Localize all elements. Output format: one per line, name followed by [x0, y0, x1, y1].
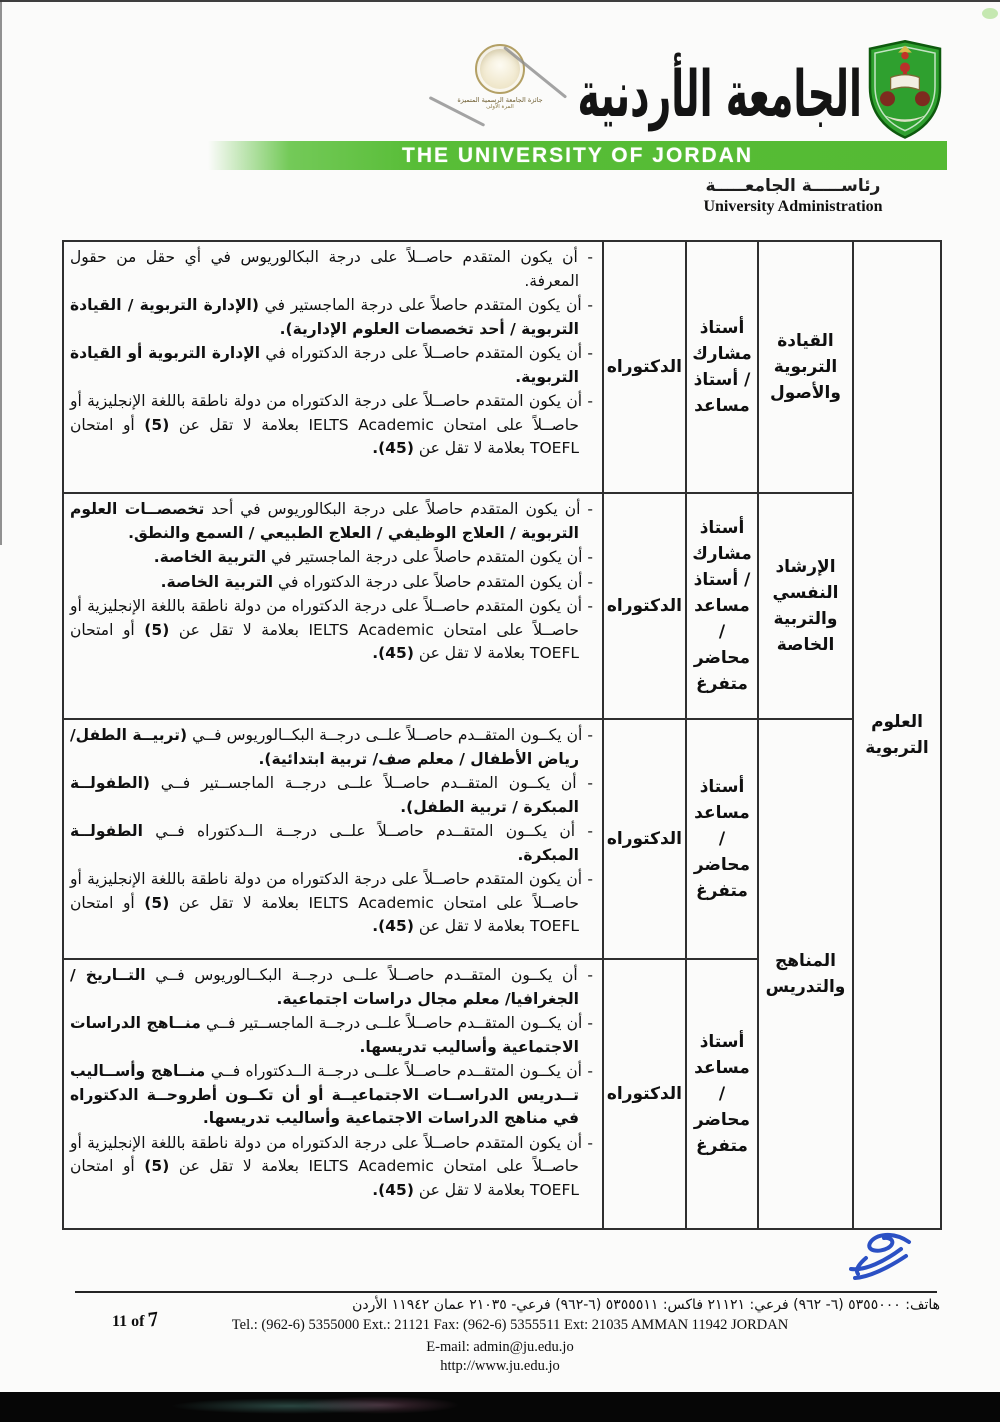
administration-block	[638, 176, 948, 216]
table-row	[63, 241, 941, 493]
requirements-cell	[63, 241, 603, 493]
footer-contact-arabic: هاتف: ٥٣٥٥٠٠٠ (٦- ٩٦٢) فرعي: ٢١١٢١ فاكس: ٥٣٥٥٥١١ (٦-٩٦٢) فرعي- ٢١٠٣٥ عمان ١١٩٤٢ الأردن	[352, 1297, 940, 1313]
award-stamp	[452, 44, 548, 110]
degree-cell: الدكتوراه	[603, 241, 686, 493]
requirement-item: - أن يكون المتقدم حاصــلاً على درجة الدكتوراه من دولة ناطقة باللغة الإنجليزية أو حاصــلاً على امتحان IELTS Academic بعلامة لا تقل عن (5) أو امتحان TOEFL بعلامة لا تقل عن (45).	[70, 870, 593, 935]
requirement-item: - أن يكون المتقدم حاصــلاً على درجة الدكتوراه من دولة ناطقة باللغة الإنجليزية أو حاصــلاً على امتحان IELTS Academic بعلامة لا تقل عن (5) أو امتحان TOEFL بعلامة لا تقل عن (45).	[70, 392, 593, 457]
page-number-handwritten: 7	[146, 1306, 161, 1332]
department-cell: الإرشاد النفسي والتربية الخاصة	[758, 493, 853, 719]
award-stamp-seal-icon	[475, 44, 525, 94]
degree-cell: الدكتوراه	[603, 719, 686, 959]
degree-cell: الدكتوراه	[603, 493, 686, 719]
scan-edge-top	[0, 0, 1000, 2]
bottom-bar-smudge	[300, 1396, 460, 1414]
table-row	[63, 719, 941, 959]
faculty-cell: العلوم التربوية	[853, 241, 941, 1229]
requirements-cell	[63, 959, 603, 1229]
requirement-item: - أن يكون المتقدم حاصــلاً على درجة الدكتوراه في الإدارة التربوية أو القيادة التربوية.	[70, 344, 593, 386]
requirement-item: - أن يكــون المتقــدم حاصــلاً علــى درجــة الــدكتوراه فــي منــاهج وأســاليب تــدريس الدراســات الاجتماعيــة أو أن تكــون أطروحــة الدكتوراه في مناهج الدراسات الاجتماعية وأساليب تدريسها.	[70, 1062, 593, 1127]
requirement-item: - أن يكون المتقدم حاصلاً على درجة البكالوريوس في أحد تخصصــات العلوم التربوية / العلاج الوظيفي / العلاج الطبيعي / السمع والنطق.	[70, 500, 593, 542]
requirement-item: - أن يكون المتقدم حاصــلاً على درجة البكالوريوس في أي حقل من حقول المعرفة.	[70, 248, 593, 290]
degree-cell: الدكتوراه	[603, 959, 686, 1229]
department-cell: المناهج والتدريس	[758, 719, 853, 1229]
requirement-item: - أن يكون المتقدم حاصــلاً على درجة الدكتوراه من دولة ناطقة باللغة الإنجليزية أو حاصــلاً على امتحان IELTS Academic بعلامة لا تقل عن (5) أو امتحان TOEFL بعلامة لا تقل عن (45).	[70, 597, 593, 662]
requirement-item: - أن يكــون المتقــدم حاصــلاً علــى درجــة الــدكتوراه فــي الطفولــة المبكرة.	[70, 822, 593, 864]
footer-email: E-mail: admin@ju.edu.jo	[426, 1339, 574, 1355]
university-name-banner	[208, 141, 947, 170]
requirement-item: - أن يكون المتقدم حاصلاً على درجة الماجستير في (الإدارة التربوية / القيادة التربوية / أحد تخصصات العلوم الإدارية).	[70, 296, 593, 338]
requirements-cell	[63, 493, 603, 719]
rank-cell: أستاذ مساعد / محاضر متفرغ	[686, 959, 758, 1229]
requirement-item: - أن يكــون المتقــدم حاصــلاً علــى درجــة الماجســتير فــي منــاهج الدراسات الاجتماعية وأساليب تدريسها.	[70, 1014, 593, 1056]
requirement-item: - أن يكون المتقدم حاصلاً على درجة الماجستير في التربية الخاصة.	[153, 548, 593, 566]
rank-cell: أستاذ مشارك / أستاذ مساعد / محاضر متفرغ	[686, 493, 758, 719]
page-number-prefix: 11 of	[112, 1313, 145, 1330]
requirements-table	[62, 240, 942, 1230]
administration-english: University Administration	[703, 198, 883, 215]
requirement-item: - أن يكــون المتقــدم حاصــلاً علــى درجــة البكــالوريوس فــي (تربيــة الطفل/ رياض الأطفال / معلم صف/ تربية ابتدائية).	[70, 726, 593, 768]
footer-divider	[75, 1291, 937, 1293]
scan-bottom-bar	[0, 1392, 1000, 1422]
requirement-item: - أن يكــون المتقــدم حاصــلاً علــى درجــة البكــالوريوس فــي التــاريخ / الجغرافيا/ معلم مجال دراسات اجتماعية.	[70, 966, 593, 1008]
award-stamp-caption: جائزة الجامعة الرسمية المتميزة	[457, 96, 543, 104]
requirement-item: - أن يكــون المتقــدم حاصــلاً علــى درجــة الماجســتير فــي (الطفولــة المبكرة / تربية الطفل).	[70, 774, 593, 816]
university-name-text: THE UNIVERSITY OF JORDAN	[402, 143, 753, 167]
requirement-item: - أن يكون المتقدم حاصلاً على درجة الدكتوراه في التربية الخاصة.	[160, 572, 593, 591]
requirement-item: - أن يكون المتقدم حاصــلاً على درجة الدكتوراه من دولة ناطقة باللغة الإنجليزية أو حاصــلاً على امتحان IELTS Academic بعلامة لا تقل عن (5) أو امتحان TOEFL بعلامة لا تقل عن (45).	[70, 1133, 593, 1199]
administration-arabic: رئاســـــة الجامعـــــة	[705, 176, 881, 196]
award-stamp-subcaption: المرة الأولى	[486, 104, 514, 110]
university-calligraphy-logo: الجامعة الأردنية	[577, 57, 862, 132]
requirements-cell	[63, 719, 603, 959]
rank-cell: أستاذ مساعد / محاضر متفرغ	[686, 719, 758, 959]
footer-website: http://www.ju.edu.jo	[440, 1358, 560, 1374]
signature-scribble	[833, 1226, 925, 1300]
rank-cell: أستاذ مشارك / أستاذ مساعد	[686, 241, 758, 493]
department-cell: القيادة التربوية والأصول	[758, 241, 853, 493]
university-shield-logo-icon	[866, 40, 944, 144]
table-row	[63, 493, 941, 719]
footer-contact-english: Tel.: (962-6) 5355000 Ext.: 21121 Fax: (962-6) 5355511 Ext: 21035 AMMAN 11942 JORDAN	[231, 1317, 789, 1333]
corner-smudge	[982, 8, 998, 19]
scan-edge-left	[0, 0, 2, 545]
